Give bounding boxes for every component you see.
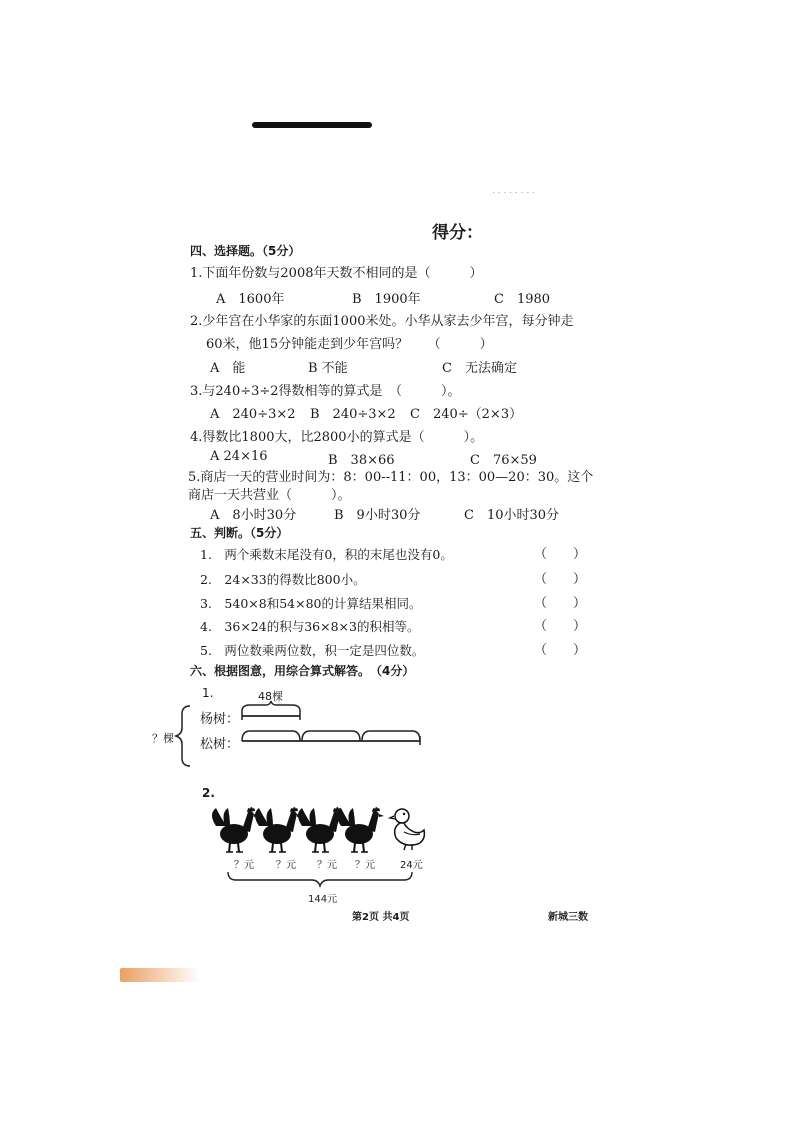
judge-answer-1: （ ） (534, 547, 587, 562)
judge-answer-2: （ ） (534, 572, 587, 587)
section5-title: 五、判断。（5分） (190, 526, 289, 540)
q3-option-c: C 240÷（2×3） (410, 407, 523, 422)
price-label-2: ？元 (276, 860, 296, 871)
page-number: 第2页 共4页 (352, 912, 410, 923)
problem1-total-label: ？棵 (152, 732, 174, 745)
q5-line2: 商店一天共营业（ ）。 (188, 488, 351, 503)
section6-title: 六、根据图意，用综合算式解答。 （4分） (190, 664, 415, 678)
judge-answer-5: （ ） (534, 643, 587, 658)
judge-answer-4: （ ） (534, 619, 587, 634)
q2-option-c: C 无法确定 (442, 361, 517, 376)
school-code: 新城三数 (548, 912, 588, 923)
q5-line1: 5.商店一天的营业时间为：8：00--11：00，13：00—20：30。这个 (188, 470, 594, 485)
q2-line2: 60米，他15分钟能走到少年宫吗？ （ ） (206, 337, 493, 352)
problem1-number: 1. (202, 686, 214, 700)
q3-text: 3.与240÷3÷2得数相等的算式是 （ ）。 (190, 384, 461, 399)
q4-text: 4.得数比1800大，比2800小的算式是（ ）。 (190, 430, 484, 445)
q1-option-b: B 1900年 (352, 292, 421, 307)
q2-option-b: B 不能 (308, 361, 348, 376)
problem1-row-poplar-label: 杨树： (200, 712, 240, 727)
price-label-duck: 24元 (400, 860, 423, 871)
scan-artifact-mark: . . . . . . . . (492, 186, 535, 196)
duck-icon (390, 809, 424, 850)
score-label: 得分： (432, 223, 483, 243)
problem2-total-label: 144元 (308, 894, 338, 905)
q5-option-b: B 9小时30分 (334, 508, 421, 523)
rooster-icon-2 (255, 807, 302, 852)
judge-item-1: 1. 两个乘数末尾没有0，积的末尾也没有0。 (200, 547, 453, 562)
price-label-3: ？元 (317, 860, 337, 871)
problem2-number: 2. (202, 786, 215, 800)
problem1-top-label: 48棵 (258, 690, 283, 703)
rooster-icon-4 (337, 807, 384, 852)
q4-option-a: A 24×16 (210, 449, 268, 464)
section4-title: 四、选择题。（5分） (190, 244, 301, 258)
q4-option-c: C 76×59 (470, 453, 537, 468)
q4-option-b: B 38×66 (328, 453, 395, 468)
price-label-1: ？元 (234, 860, 254, 871)
judge-item-4: 4. 36×24的积与36×8×3的积相等。 (200, 619, 420, 634)
judge-item-5: 5. 两位数乘两位数，积一定是四位数。 (200, 643, 425, 658)
judge-answer-3: （ ） (534, 596, 587, 611)
q1-text: 1.下面年份数与2008年天数不相同的是（ ） (190, 266, 483, 281)
q3-option-a: A 240÷3×2 (210, 407, 296, 422)
judge-item-3: 3. 540×8和54×80的计算结果相同。 (200, 596, 422, 611)
q1-option-a: A 1600年 (216, 292, 285, 307)
q1-option-c: C 1980 (494, 292, 551, 307)
q5-option-a: A 8小时30分 (210, 508, 297, 523)
problem1-row-pine-label: 松树： (200, 737, 240, 752)
q2-line1: 2.少年宫在小华家的东面1000米处。小华从家去少年宫，每分钟走 (190, 314, 574, 329)
q3-option-b: B 240÷3×2 (310, 407, 396, 422)
q5-option-c: C 10小时30分 (464, 508, 560, 523)
judge-item-2: 2. 24×33的得数比800小。 (200, 572, 366, 587)
q2-option-a: A 能 (210, 361, 246, 376)
rooster-icon-1 (212, 807, 259, 852)
total-bottom-brace (228, 872, 412, 886)
price-label-4: ？元 (355, 860, 375, 871)
